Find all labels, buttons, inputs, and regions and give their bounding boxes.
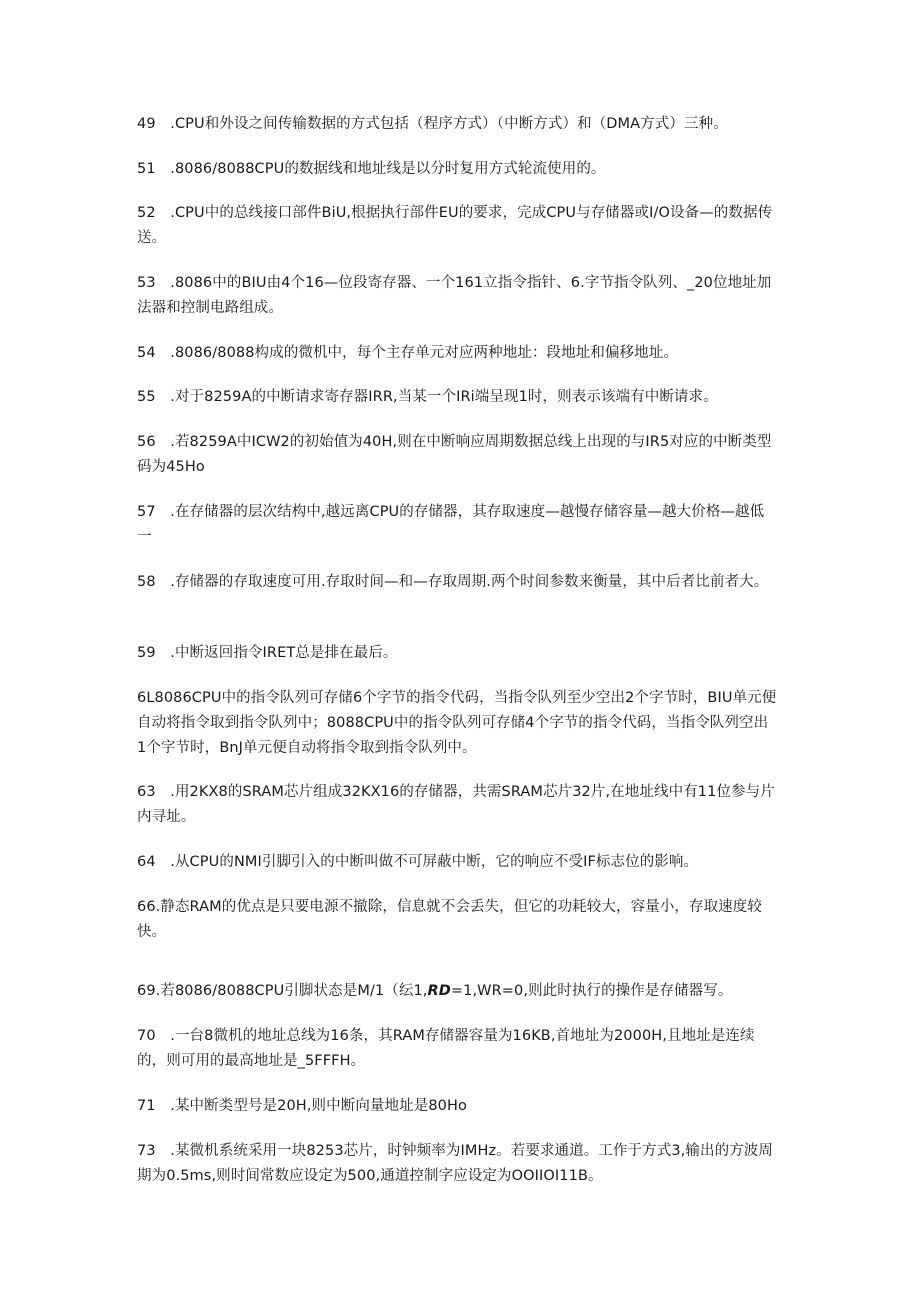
paragraph-59: 59 .中断返回指令IRET总是排在最后。 [137, 645, 398, 661]
paragraph-57: 57 .在存储器的层次结构中,越远离CPU的存储器，其存取速度—越慢存储容量—越大价格—越低一 [137, 504, 765, 545]
paragraph-63: 63 .用2KX8的SRAM芯片组成32KX16的存储器，共需SRAM芯片32片,在地址线中有11位参与片内寻址。 [137, 784, 775, 825]
paragraph-55: 55 .对于8259A的中断请求寄存器IRR,当某一个IRi端呈现1时，则表示该端有中断请求。 [137, 389, 718, 405]
paragraph-69 [137, 979, 777, 1004]
paragraph-64: 64 .从CPU的NMI引脚引入的中断叫做不可屏蔽中断，它的响应不受IF标志位的影响。 [137, 854, 699, 870]
paragraph-54: 54 .8086/8088构成的微机中，每个主存单元对应两种地址：段地址和偏移地址。 [137, 345, 678, 361]
paragraph-52: 52 .CPU中的总线接口部件BiU,根据执行部件EU的要求，完成CPU与存储器或I/O设备—的数据传送。 [137, 205, 773, 246]
paragraph-66: 66.静态RAM的优点是只要电源不撤除，信息就不会丢失，但它的功耗较大，容量小，存取速度较快。 [137, 899, 762, 940]
paragraph-69-part-c: =1,WR=0,则此时执行的操作是存储器写。 [450, 983, 733, 999]
paragraph-69-part-a: 69.若8086/8088CPU引脚状态是M/1（纭1, [137, 983, 428, 999]
paragraph-56: 56 .若8259A中ICW2的初始值为40H,则在中断响应周期数据总线上出现的与IR5对应的中断类型码为45Ho [137, 434, 772, 475]
paragraph-71: 71 .某中断类型号是20H,则中断向量地址是80Ho [137, 1098, 467, 1114]
paragraph-49: 49 .CPU和外设之间传输数据的方式包括（程序方式）（中断方式）和（DMA方式）三种。 [137, 116, 728, 132]
paragraph-51: 51 .8086/8088CPU的数据线和地址线是以分时复用方式轮流使用的。 [137, 161, 606, 177]
paragraph-70: 70 .一台8微机的地址总线为16条，其RAM存储器容量为16KB,首地址为2000H,且地址是连续的，则可用的最高地址是_5FFFH。 [137, 1028, 755, 1069]
paragraph-58: 58 .存储器的存取速度可用.存取时间—和—存取周期.两个时间参数来衡量，其中后者比前者大。 [137, 574, 769, 590]
paragraph-53: 53 .8086中的BIU由4个16—位段寄存器、一个161立指令指针、6.字节指令队列、_20位地址加法器和控制电路组成。 [137, 275, 772, 316]
paragraph-73: 73 .某微机系统采用一块8253芯片，时钟频率为IMHz。若要求通道。工作于方式3,输出的方波周期为0.5ms,则时间常数应设定为500,通道控制字应设定为OOIIOI11B。 [137, 1143, 773, 1184]
rd-signal-label: RD [427, 983, 451, 999]
paragraph-61: 6L8086CPU中的指令队列可存储6个字节的指令代码，当指令队列至少空出2个字节时，BIU单元便自动将指令取到指令队列中；8088CPU中的指令队列可存储4个字节的指令代码，当指令队列空出1个字节时，BnJ单元便自动将指令取到指令队列中。 [137, 690, 777, 756]
